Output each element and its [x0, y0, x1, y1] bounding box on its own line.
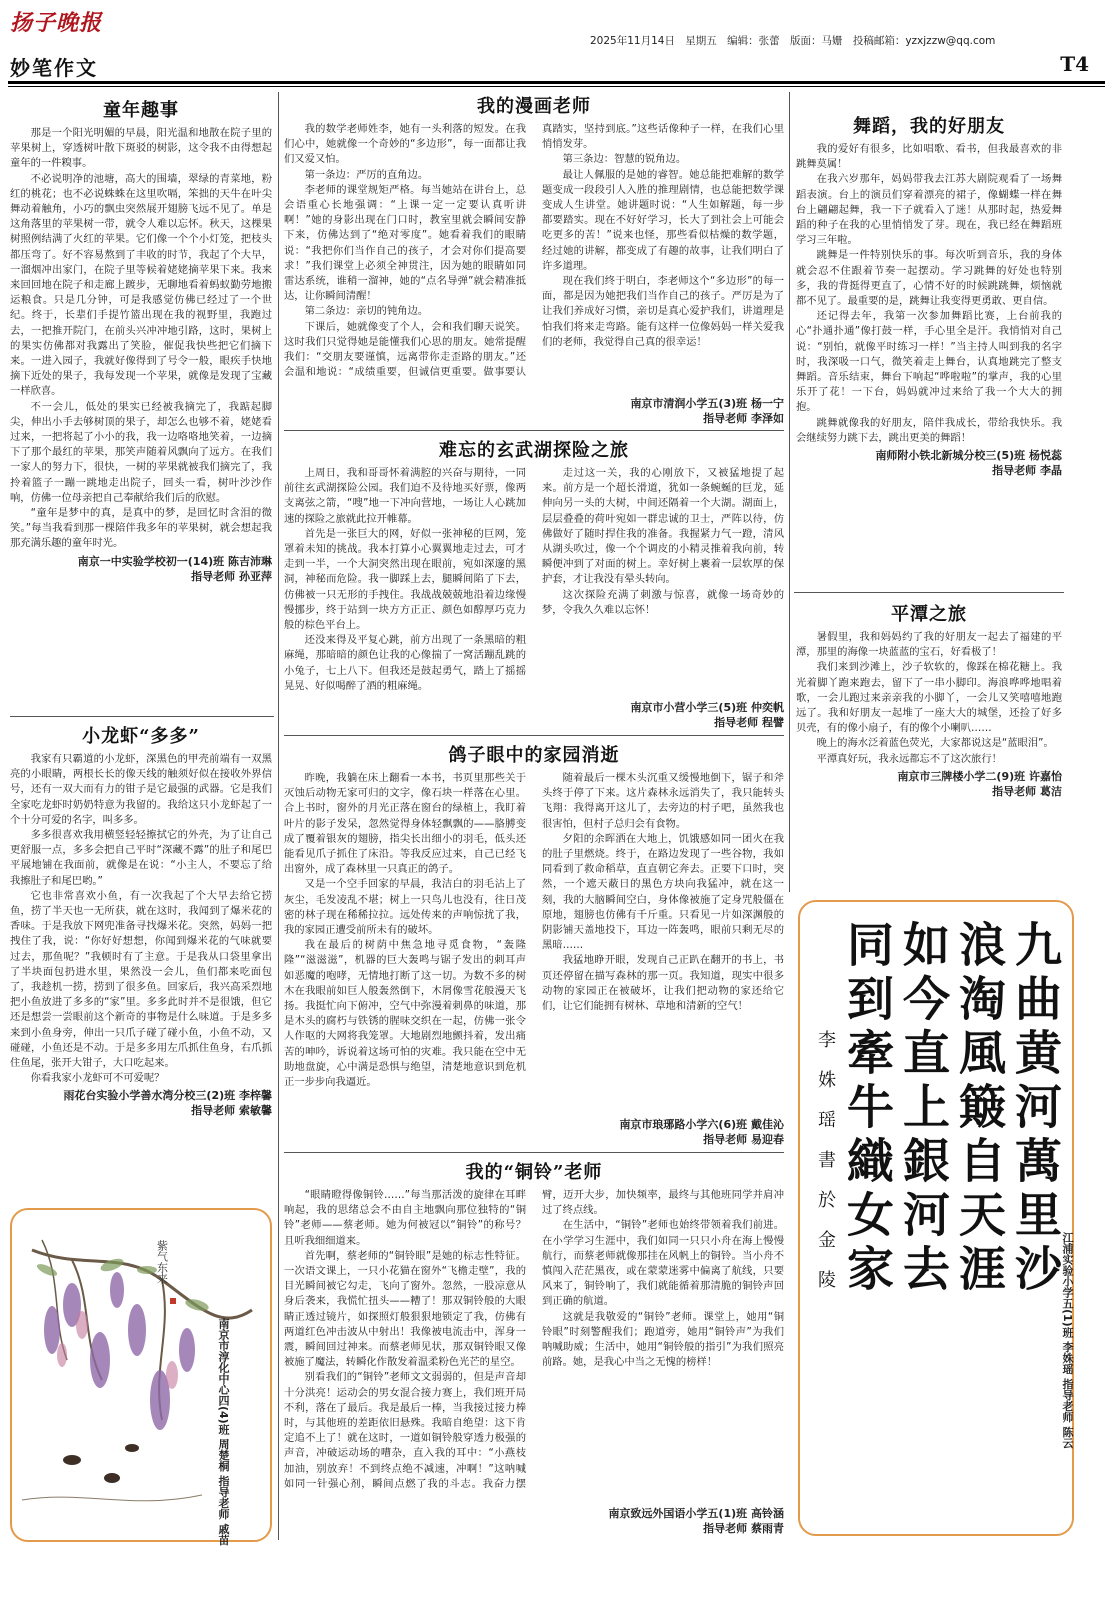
byline-school: 南京市清润小学五(3)班: [630, 397, 748, 410]
article-byline: [10, 1088, 272, 1118]
byline-teacher: 蔡雨青: [751, 1522, 784, 1535]
article-divider: [794, 592, 1064, 593]
article-body: [10, 752, 272, 1086]
poem-line: 如今直上銀河去: [895, 920, 950, 1298]
article-body: [284, 771, 784, 1115]
credit-teacher-label: 指导老师: [1061, 1378, 1074, 1423]
article-byline: [284, 700, 784, 730]
article-paragraph: 不必说明净的池塘，高大的围墙，翠绿的青菜地，粉红的桃花；也不必说蛛蛛在这里吹嗝，笨拙的天牛在叶尖舞动着触角，小巧的飘虫突然展开翅膀飞远不见了。单是这角落里的苹果树一带，就令人难以忘怀。秋天，这棵果树照例结满了火红的苹果。它们像一个个小灯笼，把枝头都压弯了。好不容易熬到了丰收的时节，我起了个大早，一溜烟冲出家门，在院子里等候着姥姥摘苹果下来。我来来回回地在院子和走廊上踱步，无聊地看着蚂蚁勤劳地搬运粮食。只是几分钟，可是我感觉仿佛已经过了一个世纪。终于，长辈们手提竹篮出现在我的视野里，我跑过去，一把推开院门，在前头兴冲冲地引路，这时，果树上的果实仿佛都对我露出了笑脸，催促我快些把它们摘下来。一进入园子，我就好像得到了号令一般，眼疾手快地摘下近处的果子，我每发现一个苹果，就像是发现了宝藏一样欣喜。: [10, 172, 272, 398]
header-rule: [8, 81, 1105, 84]
byline-school: 南京市小营小学三(5)班: [630, 701, 748, 714]
article-paragraph: 我的数学老师姓李，她有一头利落的短发。在我们心中，她就像一个奇妙的“多边形”，每一面都让我们又爱又怕。: [284, 123, 526, 166]
column-divider: [278, 92, 279, 1540]
article-paragraph: 我们来到沙滩上，沙子软软的，像踩在棉花糖上。我光着脚丫跑来跑去，留下了一串小脚印。海浪哗哗地唱着歌，一会儿跑过来亲亲我的小脚丫，一会儿又笑嘻嘻地跑远了。我和好朋友一起堆了一座大大的城堡，还捡了好多贝壳，有的像小扇子，有的像个小喇叭……: [796, 661, 1062, 735]
byline-teacher-label: 指导老师: [703, 412, 748, 425]
issue-weekday: 星期五: [685, 35, 717, 47]
article-paragraph: 最让人佩服的是她的睿智。她总能把难解的数学题变成一段段引人入胜的推理剧情，也总能把数学课变成人生讲堂。她讲题时说：“人生如解题，每一步都要踏实。现在不好好学习，长大了到社会上可能会吃更多的苦！”说来也怪，那些看似枯燥的数学题，经过她的讲解，都变成了有趣的故事，让我们明白了许多道理。: [542, 168, 784, 272]
article-paragraph: 我在最后的树荫中焦急地寻觅食物，“轰隆隆”“滋滋滋”，机器的巨大轰鸣与锯子发出的刺耳声如恶魔的咆哮，无情地打断了这一切。为数不多的树木在我眼前如巨人般轰然倒下，木屑像雪花般漫天飞扬。我挺忙向下俯冲，空气中弥漫着刺鼻的味道，那是木头的腐朽与铁锈的腥味交织在一起，仿佛一张令人作呕的大网将我笼罩。大地剧烈地颤抖着，发出痛苦的呻吟，诉说着这场可怕的灾难。我只能在空中无助地盘旋，心中满是恐惧与绝望，清楚地意识到危机正一步步向我逼近。: [284, 939, 526, 1089]
byline-student: 戴佳沁: [751, 1118, 784, 1131]
painting-credit: [216, 1318, 230, 1545]
byline-teacher-label: 指导老师: [191, 569, 236, 583]
article-title: 平潭之旅: [891, 604, 967, 625]
calligraphy-poem: [810, 920, 1062, 1516]
painting-inscription: 紫气东来: [155, 1240, 169, 1284]
byline-teacher: 程譬: [762, 716, 784, 729]
article-paragraph: 这次探险充满了刺激与惊喜，就像一场奇妙的梦，令我久久难以忘怀！: [542, 588, 784, 616]
article-paragraph: 平潭真好玩，我永远都忘不了这次旅行！: [816, 752, 1002, 765]
article-title: 鸽子眼中的家园消逝: [448, 745, 620, 766]
poem-author-line: 李姝瑶書於金陵: [815, 1030, 836, 1310]
article-body: [796, 142, 1062, 446]
byline-student: 高铃涵: [751, 1507, 784, 1520]
designer-credit: 版面：马姗: [789, 35, 843, 47]
article-paragraph: 第二条边：亲切的钝角边。: [304, 305, 429, 318]
article-paragraph: 暑假里，我和妈妈约了我的好朋友一起去了福建的平潭，那里的海像一块蓝蓝的宝石，好看极了！: [796, 631, 1062, 659]
calligraphy-frame: [798, 900, 1074, 1536]
article-paragraph: “眼睛瞪得像铜铃……”每当那活泼的旋律在耳畔响起，我的思绪总会不由自主地飘向那位独特的“铜铃”老师——蔡老师。她为何被冠以“铜铃”的称号？且听我细细道来。: [284, 1189, 526, 1247]
article-paragraph: 第三条边：智慧的锐角边。: [562, 153, 687, 166]
article-title: 舞蹈，我的好朋友: [853, 116, 1005, 137]
poem-line: 浪淘風簸自天涯: [951, 920, 1006, 1298]
article-paragraph: 第一条边：严厉的直角边。: [304, 168, 429, 181]
credit-student: 李姝瑶: [1061, 1341, 1074, 1375]
byline-teacher-label: 指导老师: [703, 1133, 748, 1146]
article-paragraph: “童年是梦中的真，是真中的梦，是回忆时含泪的微笑。”每当我看到那一棵陪伴我多年的苹果树，就会想起我那充满乐趣的童年时光。: [10, 507, 272, 550]
byline-school: 南京一中实验学校初一(14)班: [77, 554, 225, 568]
submission-email[interactable]: 投稿邮箱：yzxjzzw@qq.com: [852, 35, 996, 47]
poem-line: 同到牽牛織女家: [839, 920, 894, 1298]
credit-school: 南京市淳化中心四(4)班: [217, 1318, 230, 1435]
byline-school: 南京致远外国语小学五(1)班: [608, 1507, 748, 1520]
article-body: [284, 466, 784, 698]
article-paragraph: 跳舞是一件特别快乐的事。每次听到音乐，我的身体就会忍不住跟着节奏一起摆动。学习跳舞的好处也特别多，我的背挺得更直了，心情不好的时候跳跳舞，烦恼就都不见了。最重要的是，跳舞让我变得更勇敢、更自信。: [796, 249, 1062, 308]
page-number: T4: [1060, 52, 1089, 76]
article-paragraph: 又是一个空手回家的早晨，我洁白的羽毛沾上了灰尘，毛发凌乱不堪；树上一只鸟儿也没有，往日茂密的林子现在稀稀拉拉。远处传来的声响惊扰了我，我的家园正遭受前所未有的破坏。: [284, 878, 526, 937]
article-paragraph: 昨晚，我躺在床上翻看一本书，书页里那些关于灭蚀后动物无家可归的文字，像石块一样落在心里。合上书时，窗外的月光正落在窗台的绿植上，我盯着叶片的影子发呆，忽然觉得身体轻飘飘的——胳膊变成了覆着银灰的翅膀，指尖长出细小的羽毛，低头还能看见爪子抓住了床沿。等我反应过来，自己已经飞出窗外，成了森林里一只真正的鸽子。: [284, 772, 526, 876]
byline-student: 杨一宁: [751, 397, 784, 410]
byline-teacher: 葛洁: [1040, 784, 1062, 798]
article-paragraph: 它也非常喜欢小鱼，有一次我起了个大早去给它捞鱼，捞了半天也一无所获，就在这时，我闻到了爆米花的香味。于是我放下网兜准备寻找爆米花。突然，妈妈一把拽住了我，说：“你好好想想，你闻到爆米花的气味就要过去，那鱼呢？”我顿时有了主意。于是我从口袋里拿出了半块面包扔进水里，果然没一会儿，鱼们都来吃面包了，我趁机一捞，捞到了很多鱼。回家后，我兴高采烈地把小鱼放进了多多的“家”里。多多此时并不是很饿，但它还是想尝一尝眼前这个新奇的事物是什么味道。于是多多来到小鱼身旁，伸出一只爪子碰了碰小鱼，小鱼不动，又碰碰，小鱼还是不动。于是多多用左爪抓住鱼身，右爪抓住鱼尾，张开大钳子，大口吃起来。: [10, 889, 272, 1070]
article-byline: [284, 396, 784, 426]
article-body: [284, 1188, 784, 1504]
article-byline: [284, 1506, 784, 1536]
article-pingtan: [796, 600, 1062, 892]
article-body: [796, 630, 1062, 767]
article-paragraph: 别看我们的“铜铃”老师文文弱弱的，但是声音却十分洪亮！运动会的男女混合接力赛上，我们班开局不利，落在了最后。我是最后一棒，当我接过接力棒时，与其他班的差距依旧悬殊。我暗自绝望：这下肯定追不上了！就在这时，一道如铜铃般穿透力极强的声音，冲破运动场的嘈杂，直入我的耳中：“小燕枝加油，别放弃！不到终点绝不减速，冲啊！”这呐喊如同一针强心剂，瞬间点燃了我的斗志。我奋力摆臂，迈开大步，加快频率，最终与其他班同学并肩冲过了终点线。: [284, 1189, 784, 1490]
article-paragraph: 我家有只霸道的小龙虾，深黑色的甲壳前端有一双黑亮的小眼睛，两根长长的像天线的触须好似在接收外界信号，还有一双大而有力的钳子是它最强的武器。它是我们全家吃龙虾时奶奶特意为我留的。我给这只小龙虾起了一个十分可爱的名字，叫多多。: [10, 753, 272, 826]
article-paragraph: 还没来得及平复心跳，前方出现了一条黑暗的粗麻绳，那暗暗的颜色让我的心像揣了一窝活蹦乱跳的小兔子，七上八下。但我还是鼓起勇气，踏上了摇摇晃晃、好似喝醉了酒的粗麻绳。: [284, 634, 526, 692]
article-childhood: [10, 96, 272, 712]
article-paragraph: 上周日，我和哥哥怀着满腔的兴奋与期待，一同前往玄武湖探险公园。我们迫不及待地买好票，像两支离弦之箭，“嗖”地一下冲向营地，一场让人心跳加速的探险之旅就此拉开帷幕。: [284, 467, 526, 525]
section-title: 妙笔作文: [10, 56, 98, 80]
article-comic-teacher: [284, 92, 784, 426]
article-paragraph: 那是一个阳光明媚的早晨，阳光温和地散在院子里的苹果树上，穿透树叶散下斑驳的树影，这令我不由得想起童年的一件糗事。: [10, 127, 272, 170]
article-paragraph: 夕阳的余晖洒在大地上，饥饿感如同一团火在我的肚子里燃烧。终于，在路边发现了一些谷物，我如同看到了救命稻草，直直朝它奔去。正要下口时，突然，一个遮天蔽日的黑色方块向我猛冲，就在这一刻，我的大脑瞬间空白，身体像被施了定身咒般僵在原地，翅膀也仿佛有千斤重。只看见一片如深渊般的阴影铺天盖地投下，耳边一阵轰鸣，眼前只剩无尽的黑暗……: [542, 832, 784, 952]
byline-teacher-label: 指导老师: [714, 716, 759, 729]
article-divider: [284, 1152, 784, 1153]
article-paragraph: 李老师的课堂规矩严格。每当她站在讲台上，总会语重心长地强调：“上课一定一定要认真听讲啊！”她的身影出现在门口时，教室里就会瞬间安静下来，仿佛达到了“绝对零度”。她看着我们的眼睛说：“我把你们当作自己的孩子，才会对你们提高要求！”我们课堂上必须全神贯注，因为她的眼睛如同雷达系统，谁稍一溜神，她的“点名导弹”就会精准抵达，让你瞬间清醒！: [284, 183, 526, 303]
article-body: [284, 122, 784, 394]
byline-teacher-label: 指导老师: [992, 784, 1037, 798]
article-bell-teacher: [284, 1158, 784, 1536]
article-paragraph: 我的爱好有很多，比如唱歌、看书，但我最喜欢的非跳舞莫属！: [796, 143, 1062, 171]
byline-student: 杨悦蕊: [1029, 449, 1062, 463]
article-xuanwu-lake: [284, 436, 784, 730]
article-paragraph: 随着最后一棵木头沉重又缓慢地倒下，锯子和斧头终于停了下来。这片森林永远消失了，我只能转头飞翔：我得离开这儿了，去旁边的村子吧，虽然我也很害怕，但村子总归会有食物。: [542, 772, 784, 830]
credit-teacher: 戚苗: [217, 1523, 230, 1546]
column-divider: [789, 92, 790, 892]
article-paragraph: 多多很喜欢我用横竖轻轻擦拭它的外壳，为了让自己更舒服一点，多多会把自己平时“深藏不露”的肚子和尾巴平展地铺在我面前，就像是在说：“小主人，不要忘了给我擦肚子和尾巴哟。”: [10, 829, 272, 887]
byline-teacher: 孙亚萍: [239, 569, 272, 583]
calligraphy-credit: [1060, 1232, 1074, 1448]
byline-teacher: 索敏馨: [239, 1104, 272, 1118]
article-paragraph: 首先啊，蔡老师的“铜铃眼”是她的标志性特征。一次语文课上，一只小花猫在窗外“飞檐走壁”，我的目光瞬间被它勾走，飞向了窗外。忽然，一股凉意从身后袭来，我慌忙扭头——糟了！那双铜铃般的大眼睛正透过镜片，如探照灯般狠狠地锁定了我，仿佛有两道红色冲击波从中射出！我像被电流击中，浑身一震，瞬间回过神来。而蔡老师见状，那双铜铃眼又像被施了魔法，转瞬化作散发着温柔粉色光芒的星空。: [284, 1249, 526, 1369]
byline-student: 仲奕帆: [751, 701, 784, 714]
credit-student: 周楚桐: [217, 1438, 230, 1472]
byline-teacher: 李晶: [1040, 464, 1062, 478]
article-paragraph: 不一会儿，低处的果实已经被我摘完了，我踮起脚尖，伸出小手去够树顶的果子，却怎么也够不着，姥姥看过来，一把将起了小小的我，我一边咯咯地笑着，一边摘下了那个最红的苹果，那笑声随着风飘向了远方。在我们一家人的努力下，很快，一树的苹果就被我们摘完了，我拎着篮子一蹦一跳地走出院子，回头一看，树叶沙沙作响，仿佛一位母亲把自己奉献给我们后的欣慰。: [10, 400, 272, 504]
header-rule-thin: [8, 86, 1105, 87]
byline-teacher: 易迎春: [751, 1133, 784, 1146]
poem-line: 九曲黄河萬里沙: [1007, 920, 1062, 1298]
byline-teacher-label: 指导老师: [191, 1104, 236, 1118]
credit-school: 江浦实验小学五(1)班: [1061, 1232, 1074, 1338]
article-title: 我的“铜铃”老师: [465, 1162, 603, 1183]
article-paragraph: 在我六岁那年，妈妈带我去江苏大剧院观看了一场舞蹈表演。台上的演员们穿着漂亮的裙子，像蝴蝶一样在舞台上翩翩起舞，我一下子就看入了迷！从那时起，热爱舞蹈的种子在我的心里悄悄发了芽。现在，我已经在舞蹈班学习三年啦。: [796, 173, 1062, 247]
header-meta: [590, 33, 1002, 48]
article-crayfish: [10, 722, 272, 1204]
article-paragraph: 跳舞就像我的好朋友，陪伴我成长，带给我快乐。我会继续努力跳下去，跳出更美的舞蹈！: [796, 416, 1062, 444]
byline-student: 陈吉沛琳: [228, 554, 272, 568]
article-title: 童年趣事: [103, 100, 179, 121]
byline-school: 南京市琅琊路小学六(6)班: [619, 1118, 748, 1131]
article-divider: [10, 716, 274, 717]
article-title: 小龙虾“多多”: [82, 726, 200, 747]
painting-frame: [10, 1208, 272, 1542]
article-paragraph: 你看我家小龙虾可不可爱呢？: [30, 1072, 165, 1085]
credit-teacher-label: 指导老师: [217, 1475, 230, 1520]
byline-teacher-label: 指导老师: [992, 464, 1037, 478]
article-title: 难忘的玄武湖探险之旅: [439, 440, 629, 461]
byline-school: 雨花台实验小学善水湾分校三(2)班: [63, 1089, 236, 1103]
article-paragraph: 首先是一张巨大的网，好似一张神秘的巨网，笼罩着未知的挑战。我本打算小心翼翼地走过去，可才走到一半，一个大洞突然出现在眼前，宛如深邃的黑洞，神秘而危险。我一脚踩上去，腿瞬间陷了下去，仿佛被一只无形的手拽住。我战战兢兢地沿着边缘慢慢挪步，终于站到一块方方正正、颜色如醇厚巧克力般的棕色平台上。: [284, 527, 526, 632]
byline-teacher-label: 指导老师: [703, 1522, 748, 1535]
article-byline: [10, 554, 272, 584]
article-title: 我的漫画老师: [477, 96, 591, 117]
editor-credit: 编辑：张蕾: [727, 35, 780, 47]
issue-date: 2025年11月14日: [590, 35, 675, 47]
article-byline: [284, 1117, 784, 1147]
article-paragraph: 现在我们终于明白，李老师这个“多边形”的每一面，都是因为她把我们当作自己的孩子。严厉是为了让我们养成好习惯，亲切是真心爱护我们，讲道理是怕我们将来走弯路。能有这样一位像妈妈一样关爱我们的老师，我觉得自己真的很幸运！: [542, 275, 784, 348]
byline-school: 南师附小铁北新城分校三(5)班: [875, 449, 1026, 463]
byline-student: 许嘉怡: [1029, 769, 1062, 783]
article-paragraph: 这就是我敬爱的“铜铃”老师。课堂上，她用“铜铃眼”时刻警醒我们；跑道旁，她用“铜铃声”为我们呐喊助威；生活中，她用“铜铃般的指引”为我们照亮前路。她，是我心中当之无愧的榜样！: [542, 1310, 784, 1369]
article-pigeon: [284, 741, 784, 1147]
article-paragraph: 还记得去年，我第一次参加舞蹈比赛，上台前我的心“扑通扑通”像打鼓一样，手心里全是汗。我悄悄对自己说：“别怕，就像平时练习一样！”当主持人叫到我的名字时，我深吸一口气，微笑着走上舞台，认真地跳完了整支舞蹈。音乐结束，舞台下响起“哗啦啦”的掌声，我的心里乐开了花！一下台，妈妈就冲过来给了我一个大大的拥抱。: [796, 310, 1062, 414]
byline-student: 李梓馨: [239, 1089, 272, 1103]
article-byline: [796, 448, 1062, 478]
byline-teacher: 李泽如: [751, 412, 784, 425]
byline-school: 南京市三牌楼小学二(9)班: [897, 769, 1026, 783]
masthead-logo: 扬子晚报: [10, 10, 103, 36]
article-body: [10, 126, 272, 552]
article-paragraph: 晚上的海水泛着蓝色荧光，大家都说这是“蓝眼泪”。: [816, 737, 1054, 750]
article-paragraph: 我猛地睁开眼，发现自己正趴在翻开的书上，书页还停留在描写森林的那一页。我知道，现实中很多动物的家园正在被破坏，让我们把动物的家还给它们，让它们能拥有树林、草地和清新的空气！: [542, 954, 784, 1013]
article-dance: [796, 112, 1062, 588]
article-paragraph: 下课后，她就像变了个人，会和我们聊天说笑。这时我们只觉得她是能懂我们心思的朋友。她常提醒我们：“交朋友要谨慎，远离带你走歪路的朋友。”还会温和地说：“成绩重要，但诚信更重要。做事要认真踏实，坚持到底。”这些话像种子一样，在我们心里悄悄发芽。: [284, 123, 784, 379]
article-divider: [284, 430, 784, 431]
article-divider: [284, 735, 784, 736]
article-paragraph: 走过这一关，我的心刚放下，又被猛地提了起来。前方是一个超长滑道，犹如一条蜿蜒的巨龙，延伸向另一头的大树，中间还隔着一个大湖。湖面上，层层叠叠的荷叶宛如一群忠诚的卫士，严阵以待，仿佛做好了随时捍住我的准备。我握紧力气一蹬，清风从湖头吹过，像一个个调皮的小精灵推着我向前，转瞬便冲到了对面的树上。幸好树上裹着一层软厚的保护套，才让我没有晕头转向。: [542, 467, 784, 586]
article-paragraph: 在生活中，“铜铃”老师也始终带领着我们前进。在小学学习生涯中，我们如同一只只小舟在海上慢慢航行，而蔡老师就像那挂在风帆上的铜铃。当小舟不慎闯入茫茫黑夜，或在蒙蒙迷雾中偏离了航线，只要风来了，铜铃响了，我们就能循着那清脆的铜铃声回到正确的航道。: [542, 1219, 784, 1308]
credit-teacher: 陈云: [1061, 1426, 1074, 1449]
article-byline: [796, 769, 1062, 799]
